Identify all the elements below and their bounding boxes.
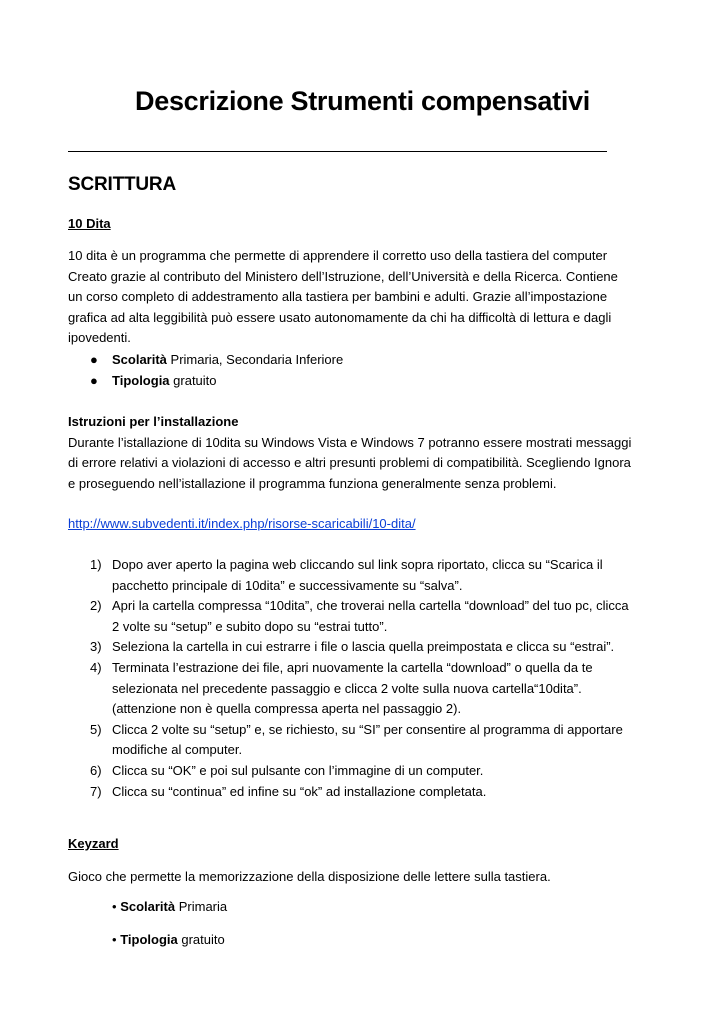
- bullet-label: Scolarità: [120, 899, 176, 914]
- step-text-line: (attenzione non è quella compressa aperta nel passaggio 2).: [112, 701, 462, 717]
- bullet-label: Tipologia: [112, 373, 170, 388]
- bullet-label: Tipologia: [120, 932, 178, 947]
- step-text-line: Clicca su “OK” e poi sul pulsante con l’immagine di un computer.: [112, 762, 484, 778]
- paragraph-line: un corso completo di addestramento alla tastiera per bambini e adulti. Grazie all’impostazione: [68, 289, 608, 305]
- step-text-line: Apri la cartella compressa “10dita”, che troverai nella cartella “download” del tuo pc, clicca: [112, 598, 629, 614]
- step-item: [68, 720, 658, 761]
- bullet-value: gratuito: [177, 932, 225, 947]
- step-text-line: 2 volte su “setup” e subito dopo su “estrai tutto”.: [112, 618, 388, 634]
- paragraph-line: Creato grazie al contributo del Ministero dell’Istruzione, dell’Università e della Ricerca. Contiene: [68, 268, 618, 284]
- bullet-dot-icon: •: [112, 932, 117, 947]
- subsection-10-dita: [68, 214, 658, 235]
- step-item: [68, 761, 658, 782]
- subsection-heading-10-dita: 10 Dita: [68, 216, 111, 231]
- paragraph-line: grafica ad alta leggibilità può essere usato autonomamente da chi ha difficoltà di lettura e dagli: [68, 309, 612, 325]
- paragraph-line: Durante l’istallazione di 10dita su Windows Vista e Windows 7 potranno essere mostrati messaggi: [68, 434, 632, 450]
- paragraph-line: e proseguendo nell’istallazione il programma funziona generalmente senza problemi.: [68, 475, 557, 491]
- keyzard-bullet-scolarita: [112, 899, 227, 914]
- bullet-dot-icon: •: [112, 899, 117, 914]
- step-number: 5): [90, 721, 102, 737]
- keyzard-bullet-tipologia: [112, 932, 225, 947]
- install-instructions: [68, 412, 658, 494]
- step-number: 3): [90, 639, 102, 655]
- paragraph-10-dita-description: [68, 246, 658, 349]
- installation-steps: [68, 555, 658, 802]
- step-item: [68, 782, 658, 803]
- paragraph-line: ipovedenti.: [68, 330, 131, 346]
- title-underline-rule: [68, 151, 607, 152]
- bullet-dot-icon: ●: [90, 373, 98, 388]
- download-link[interactable]: http://www.subvedenti.it/index.php/risorse-scaricabili/10-dita/: [68, 516, 416, 531]
- bullet-dot-icon: ●: [90, 352, 98, 367]
- step-item: [68, 596, 658, 637]
- paragraph-keyzard-description: [68, 867, 658, 888]
- step-text-line: Terminata l’estrazione dei file, apri nuovamente la cartella “download” o quella da te: [112, 659, 593, 675]
- list-item: [68, 370, 658, 391]
- step-text-line: modifiche al computer.: [112, 742, 243, 758]
- step-item: [68, 658, 658, 720]
- step-text-line: Clicca 2 volte su “setup” e, se richiesto, su “SI” per consentire al programma di apportare: [112, 721, 623, 737]
- bullet-value: Primaria, Secondaria Inferiore: [166, 352, 344, 367]
- download-link-line: [68, 514, 658, 535]
- install-heading: Istruzioni per l’installazione: [68, 414, 239, 429]
- step-text-line: pacchetto principale di 10dita” e successivamente su “salva”.: [112, 577, 463, 593]
- step-number: 7): [90, 783, 102, 799]
- bullet-value: gratuito: [169, 373, 217, 388]
- step-text-line: Dopo aver aperto la pagina web cliccando sul link sopra riportato, clicca su “Scarica il: [112, 557, 603, 572]
- paragraph-line: 10 dita è un programma che permette di apprendere il corretto uso della tastiera del computer: [68, 248, 608, 263]
- document-title: Descrizione Strumenti compensativi: [135, 86, 590, 116]
- subsection-heading-keyzard: Keyzard: [68, 836, 119, 851]
- step-number: 1): [90, 557, 102, 572]
- step-number: 4): [90, 659, 102, 675]
- step-number: 6): [90, 762, 102, 778]
- bullet-label: Scolarità: [112, 352, 167, 367]
- bullet-list-10-dita: [68, 349, 658, 391]
- step-text-line: Clicca su “continua” ed infine su “ok” ad installazione completata.: [112, 783, 487, 799]
- subsection-keyzard: [68, 834, 658, 855]
- bullet-value: Primaria: [175, 899, 228, 914]
- step-text-line: selezionata nel precedente passaggio e clicca 2 volte sulla nuova cartella“10dita”.: [112, 680, 582, 696]
- paragraph-line: di errore relativi a violazioni di accesso e altri presunti problemi di compatibilità. Scegliendo Ignora: [68, 455, 631, 471]
- step-item: [68, 555, 658, 596]
- section-heading-scrittura: SCRITTURA: [68, 174, 176, 195]
- step-text-line: Seleziona la cartella in cui estrarre i file o lascia quella preimpostata e clicca su “estrai”.: [112, 639, 615, 655]
- step-item: [68, 637, 658, 658]
- paragraph-line: Gioco che permette la memorizzazione della disposizione delle lettere sulla tastiera.: [68, 869, 551, 884]
- step-number: 2): [90, 598, 102, 614]
- list-item: [68, 349, 658, 370]
